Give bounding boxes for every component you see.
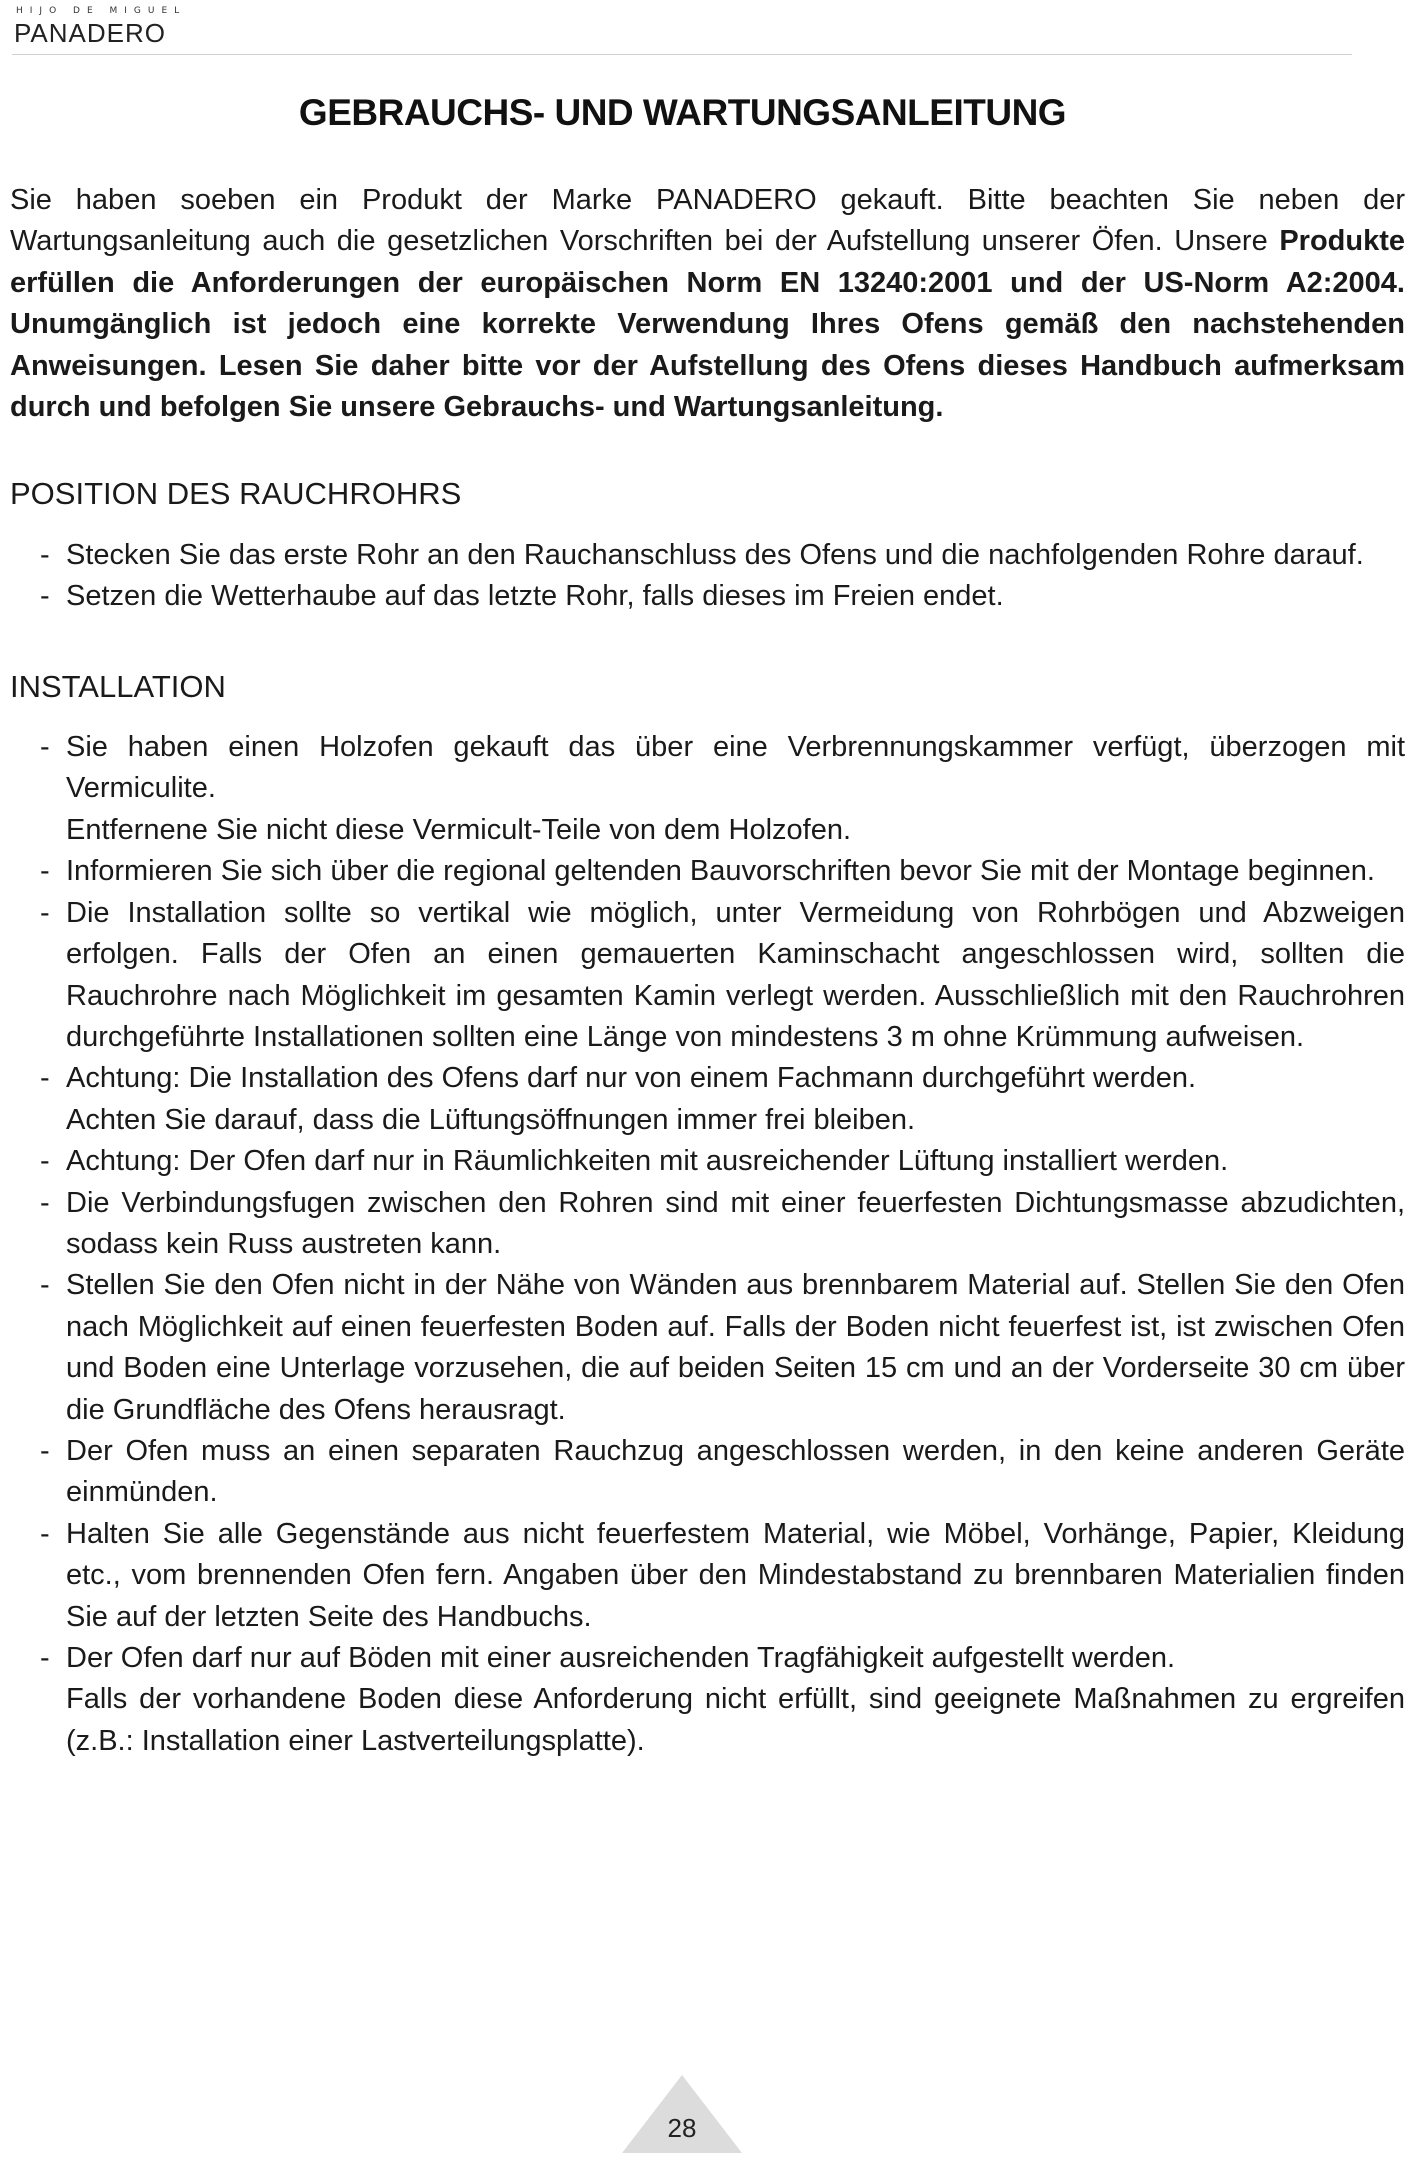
intro-text: Sie haben soeben ein Produkt der Marke PANADERO gekauft. Bitte beachten Sie neben der Wartungsanleitung auch die gesetzlichen Vorschriften bei der Aufstellung unserer Öfen. Unsere bbox=[10, 184, 1405, 258]
list-item bbox=[10, 1058, 1405, 1141]
document-body bbox=[10, 180, 1405, 1762]
list-item-text: Setzen die Wetterhaube auf das letzte Rohr, falls dieses im Freien endet. bbox=[66, 580, 1004, 613]
bullet-dash: - bbox=[40, 1145, 50, 1178]
bullet-dash: - bbox=[40, 1642, 50, 1674]
list-item bbox=[10, 535, 1405, 576]
bullet-dash: - bbox=[40, 1517, 50, 1550]
intro-paragraph bbox=[10, 180, 1405, 428]
list-item-text: Sie haben einen Holzofen gekauft das über eine Verbrennungskammer verfügt, überzogen mit Vermiculite. bbox=[66, 731, 1405, 805]
list-item bbox=[10, 1265, 1405, 1431]
bullet-dash: - bbox=[40, 1269, 50, 1302]
list-item bbox=[10, 1183, 1405, 1266]
list-item bbox=[10, 576, 1405, 617]
bullet-dash: - bbox=[40, 1186, 50, 1219]
list-item-text: Die Verbindungsfugen zwischen den Rohren sind mit einer feuerfesten Dichtungsmasse abzudichten, sodass kein Russ austreten kann. bbox=[66, 1186, 1405, 1260]
list-item bbox=[10, 1514, 1405, 1638]
list-item bbox=[10, 893, 1405, 1059]
logo-tagline: HIJO DE MIGUEL bbox=[16, 6, 187, 16]
list-item-text: Der Ofen muss an einen separaten Rauchzug angeschlossen werden, in den keine anderen Geräte einmünden. bbox=[66, 1434, 1405, 1509]
page-number-badge bbox=[622, 2075, 742, 2153]
list-item bbox=[10, 1638, 1405, 1762]
bullet-dash: - bbox=[40, 580, 50, 613]
list-item-text: Die Installation sollte so vertikal wie möglich, unter Vermeidung von Rohrbögen und Abzweigen erfolgen. Falls der Ofen an einen gemauerten Kaminschacht angeschlossen wird, sollten die Rauchrohre nach Möglichkeit im gesamten Kamin verlegt werden. Ausschließlich mit den Rauchrohren durchgeführte Installationen sollten eine Länge von mindestens 3 m ohne Krümmung aufweisen. bbox=[66, 896, 1405, 1053]
page-title: GEBRAUCHS- UND WARTUNGSANLEITUNG bbox=[298, 92, 1067, 133]
list-item-text: Achtung: Der Ofen darf nur in Räumlichkeiten mit ausreichender Lüftung installiert werden. bbox=[66, 1145, 1229, 1178]
list-item bbox=[10, 727, 1405, 851]
list-item-text: Achtung: Die Installation des Ofens darf nur von einem Fachmann durchgeführt werden. bbox=[66, 1062, 1197, 1095]
list-item-text: Achten Sie darauf, dass die Lüftungsöffnungen immer frei bleiben. bbox=[66, 1103, 916, 1136]
list-item bbox=[10, 1141, 1405, 1182]
intro-bold-text: Produkte erfüllen die Anforderungen der europäischen Norm EN 13240:2001 und der US-Norm A2:2004. Unumgänglich ist jedoch eine korrekte Verwendung Ihres Ofens gemäß den nachstehenden Anweisungen. Lesen Sie daher bitte vor der Aufstellung des Ofens dieses Handbuch aufmerksam durch und befolgen Sie unsere Gebrauchs- und Wartungsanleitung. bbox=[10, 225, 1405, 424]
bullet-dash: - bbox=[40, 538, 50, 571]
list-item bbox=[10, 851, 1405, 892]
list-item-text: Falls der vorhandene Boden diese Anforderung nicht erfüllt, sind geeignete Maßnahmen zu ergreifen (z.B.: Installation einer Lastverteilungsplatte). bbox=[66, 1683, 1405, 1757]
list-item bbox=[10, 1431, 1405, 1514]
page-number: 28 bbox=[667, 2113, 697, 2143]
bullet-dash: - bbox=[40, 731, 50, 764]
bullet-dash: - bbox=[40, 1062, 50, 1095]
list-item-text: Informieren Sie sich über die regional geltenden Bauvorschriften bevor Sie mit der Montage beginnen. bbox=[66, 855, 1375, 888]
list-item-text: Stellen Sie den Ofen nicht in der Nähe von Wänden aus brennbarem Material auf. Stellen Sie den Ofen nach Möglichkeit auf einen feuerfesten Boden auf. Falls der Boden nicht feuerfest ist, ist zwischen Ofen und Boden eine Unterlage vorzusehen, die auf beiden Seiten 15 cm und an der Vorderseite 30 cm über die Grundfläche des Ofens herausragt. bbox=[66, 1269, 1405, 1426]
section-heading-installation: INSTALLATION bbox=[10, 668, 226, 704]
bullet-dash: - bbox=[40, 855, 50, 888]
bullet-dash: - bbox=[40, 1434, 50, 1467]
page-header bbox=[12, 4, 1352, 55]
list-item-text: Der Ofen darf nur auf Böden mit einer ausreichenden Tragfähigkeit aufgestellt werden. bbox=[66, 1642, 1176, 1674]
section-heading-rauchrohr: POSITION DES RAUCHROHRS bbox=[10, 476, 462, 512]
list-item-text: Stecken Sie das erste Rohr an den Rauchanschluss des Ofens und die nachfolgenden Rohre darauf. bbox=[66, 538, 1364, 571]
list-item-text: Entfernene Sie nicht diese Vermicult-Teile von dem Holzofen. bbox=[66, 813, 852, 846]
rauchrohr-list bbox=[10, 535, 1405, 618]
panadero-logo: PANADERO bbox=[14, 18, 166, 48]
bullet-dash: - bbox=[40, 896, 50, 929]
installation-list bbox=[10, 727, 1405, 1762]
list-item-text: Halten Sie alle Gegenstände aus nicht feuerfestem Material, wie Möbel, Vorhänge, Papier, Kleidung etc., vom brennenden Ofen fern. Angaben über den Mindestabstand zu brennbaren Materialien finden Sie auf der letzten Seite des Handbuchs. bbox=[66, 1517, 1405, 1633]
